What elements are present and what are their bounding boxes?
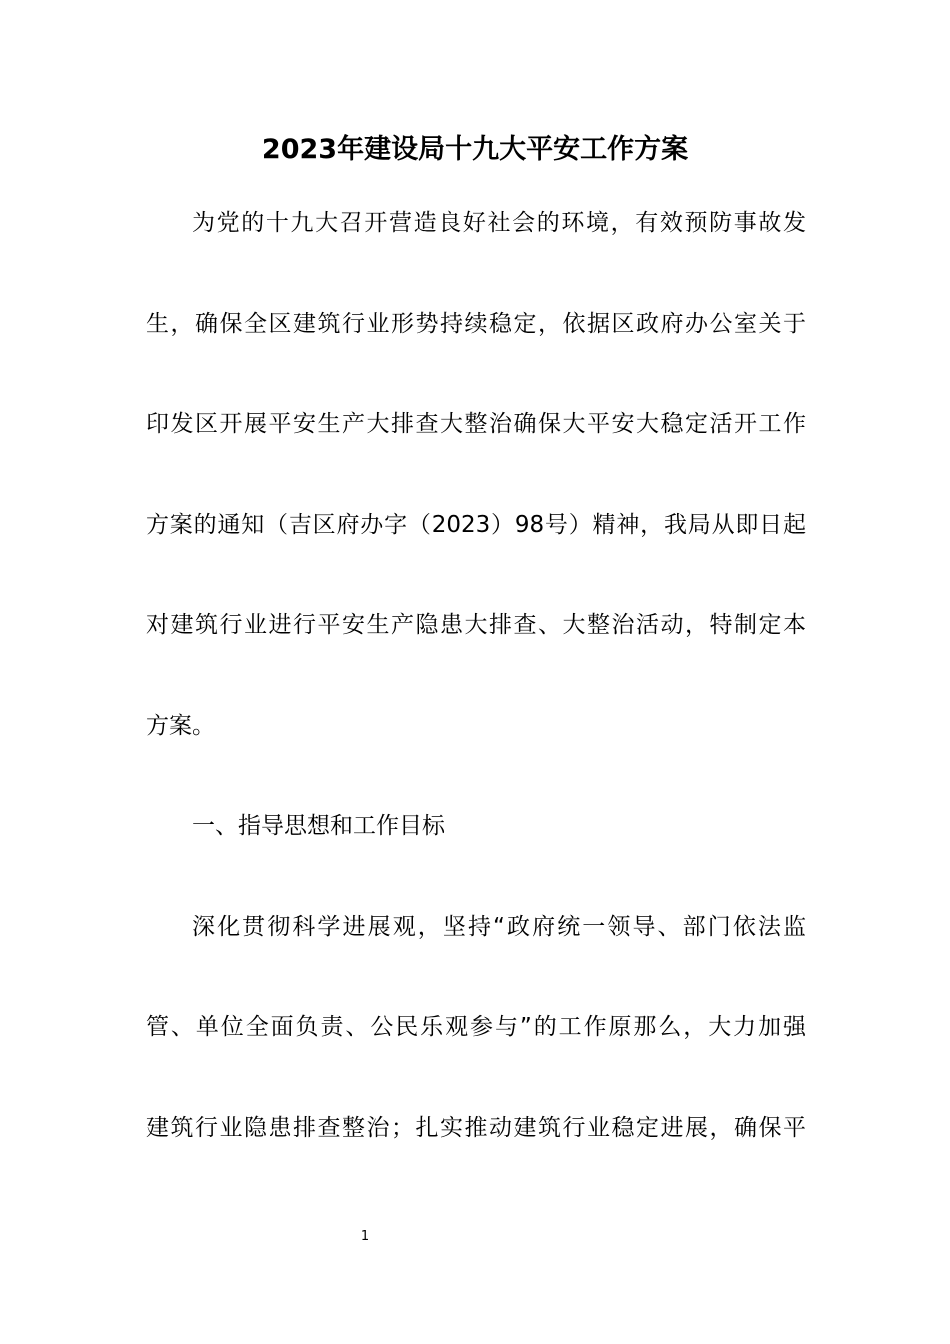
document-body <box>146 198 806 1203</box>
paragraph-line: 生，确保全区建筑行业形势持续稳定，依据区政府办公室关于 <box>146 310 806 337</box>
paragraph-line: 管、单位全面负责、公民乐观参与”的工作原那么，大力加强 <box>146 1014 806 1040</box>
document-title: 2023年建设局十九大平安工作方案 <box>261 134 689 165</box>
paragraph-line: 深化贯彻科学进展观，坚持“政府统一领导、部门依法监 <box>192 913 806 940</box>
paragraph-line: 方案。 <box>146 712 215 739</box>
paragraph-line: 建筑行业隐患排查整治；扎实推动建筑行业稳定进展，确保平 <box>146 1114 806 1141</box>
paragraph-line: 方案的通知（吉区府办字（2023）98号）精神，我局从即日起 <box>146 511 806 538</box>
page-number: 1 <box>360 1229 370 1244</box>
paragraph-line: 印发区开展平安生产大排查大整治确保大平安大稳定活开工作 <box>146 411 806 437</box>
paragraph-line: 为党的十九大召开营造良好社会的环境，有效预防事故发 <box>192 210 806 236</box>
section-heading: 一、指导思想和工作目标 <box>192 813 445 839</box>
paragraph-line: 对建筑行业进行平安生产隐患大排查、大整治活动，特制定本 <box>146 612 806 638</box>
